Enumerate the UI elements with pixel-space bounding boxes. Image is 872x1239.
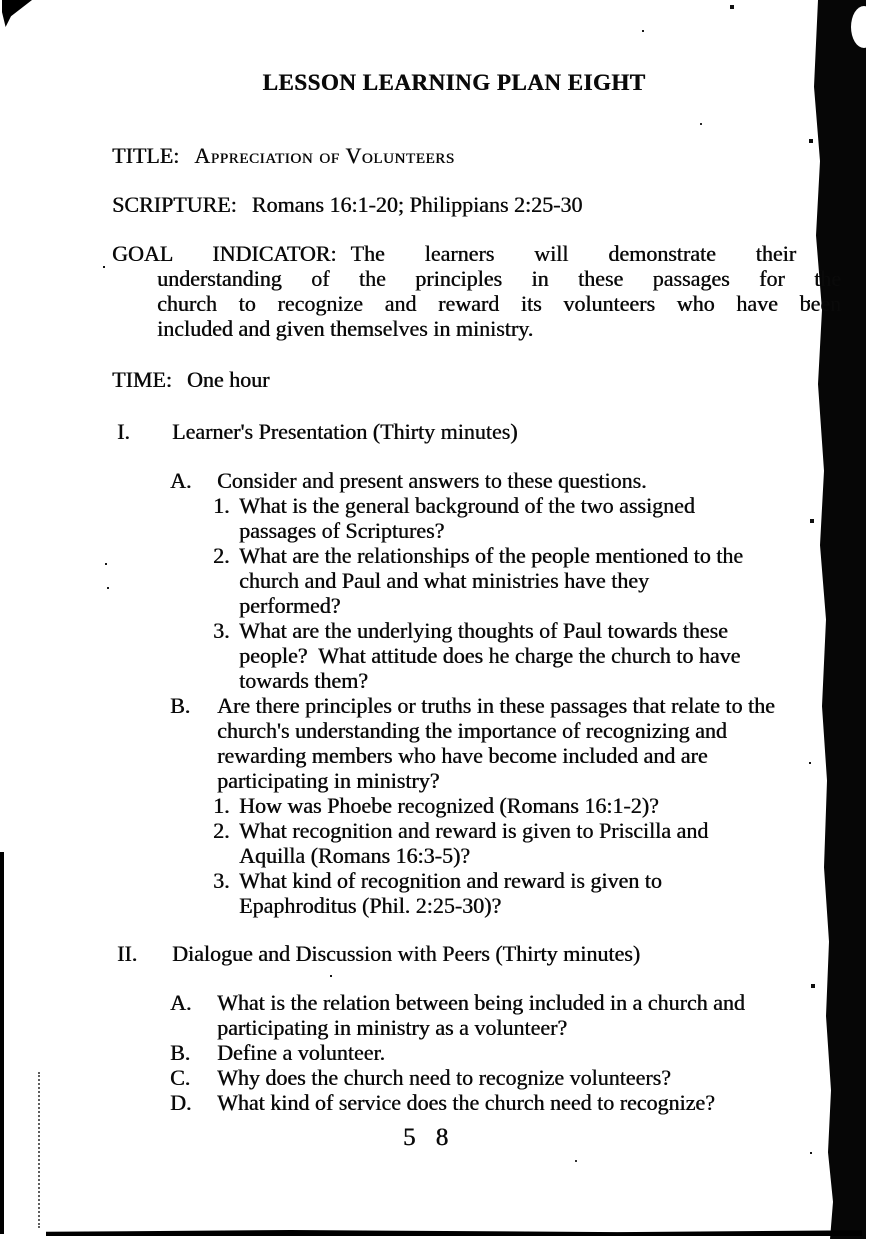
list-item	[170, 1040, 796, 1065]
sub-item-number: 3.	[213, 618, 230, 643]
list-item-letter: A.	[170, 990, 192, 1015]
list-item	[170, 1065, 796, 1090]
sub-item	[213, 818, 796, 868]
goal-line-4: included and given themselves in ministry.	[157, 316, 534, 341]
sub-item	[213, 618, 796, 693]
page-content	[112, 70, 841, 1153]
list-item-text: Are there principles or truths in these passages that relate to the church's understanding the importance of recognizing and rewarding members who have become included and are participating in ministry?	[217, 693, 781, 793]
section-learners-presentation	[112, 419, 796, 918]
sub-item-number: 3.	[213, 868, 230, 893]
sub-item	[213, 868, 796, 918]
goal-line-3: church to recognize and reward its volunteers who have been	[157, 291, 841, 316]
field-time-label: TIME:	[112, 367, 172, 392]
scan-noise-specks	[0, 0, 2, 2]
list-item-text: What kind of service does the church need to recognize?	[217, 1090, 715, 1115]
field-title-label: TITLE:	[112, 143, 180, 168]
section-heading	[112, 419, 796, 444]
section-heading-text: Dialogue and Discussion with Peers (Thirty minutes)	[172, 941, 641, 966]
list-item	[170, 468, 796, 493]
list-item-letter: A.	[170, 468, 192, 493]
sub-item-text: What recognition and reward is given to Priscilla and Aquilla (Romans 16:3-5)?	[239, 818, 713, 868]
list-item-text: Define a volunteer.	[217, 1040, 385, 1065]
goal-indicator-paragraph	[112, 241, 841, 341]
field-time-value: One hour	[186, 367, 270, 392]
section-numeral: I.	[117, 419, 130, 444]
lesson-plan-header: LESSON LEARNING PLAN EIGHT	[262, 70, 646, 95]
section-heading-text: Learner's Presentation (Thirty minutes)	[172, 419, 518, 444]
spine-shadow-notch	[851, 6, 872, 48]
list-item	[170, 1090, 796, 1115]
list-item	[170, 693, 796, 793]
sub-item-text: What are the relationships of the people mentioned to the church and Paul and what ministries have they performed?	[239, 543, 749, 618]
list-item-text: What is the relation between being included in a church and participating in ministry as a volunteer?	[217, 990, 751, 1040]
sub-item-text: What is the general background of the two assigned passages of Scriptures?	[239, 493, 701, 543]
field-title-value: Appreciation of Volunteers	[194, 143, 455, 168]
goal-line-2: understanding of the principles in these passages for the	[157, 266, 841, 291]
section-heading	[112, 941, 796, 966]
sub-item	[213, 543, 796, 618]
list-item-letter: C.	[170, 1065, 191, 1090]
goal-indicator-label: GOAL INDICATOR:	[112, 241, 337, 266]
sub-item-number: 1.	[213, 493, 230, 518]
book-spine-shadow	[814, 0, 866, 1239]
page-curl-dotted-line	[38, 1072, 40, 1228]
list-item-letter: B.	[170, 693, 191, 718]
corner-ink-mark	[2, 0, 32, 27]
sub-item-number: 2.	[213, 543, 230, 568]
section-dialogue-discussion	[112, 941, 796, 1115]
sub-item-text: How was Phoebe recognized (Romans 16:1-2)?	[239, 793, 659, 818]
page-edge-line	[0, 852, 4, 1234]
sub-item-number: 1.	[213, 793, 230, 818]
field-scripture-value: Romans 16:1-20; Philippians 2:25-30	[251, 192, 583, 217]
list-item-letter: B.	[170, 1040, 191, 1065]
field-title	[112, 143, 796, 168]
goal-line-1	[112, 241, 796, 266]
field-scripture	[112, 192, 796, 217]
field-scripture-label: SCRIPTURE:	[112, 192, 237, 217]
sub-item-text: What are the underlying thoughts of Paul towards these people? What attitude does he charge the church to have towards them?	[239, 618, 746, 693]
list-item	[170, 990, 796, 1040]
sub-item-text: What kind of recognition and reward is given to Epaphroditus (Phil. 2:25-30)?	[239, 868, 668, 918]
bottom-scan-line	[46, 1230, 862, 1236]
sub-item-number: 2.	[213, 818, 230, 843]
goal-line-1-text: The learners will demonstrate their	[350, 241, 796, 266]
list-item-text: Consider and present answers to these questions.	[217, 468, 647, 493]
list-item-letter: D.	[170, 1090, 192, 1115]
list-item-text: Why does the church need to recognize volunteers?	[217, 1065, 671, 1090]
page-number: 5 8	[402, 1124, 456, 1151]
field-time	[112, 367, 796, 392]
section-numeral: II.	[117, 941, 138, 966]
sub-item	[213, 793, 796, 818]
sub-item	[213, 493, 796, 543]
